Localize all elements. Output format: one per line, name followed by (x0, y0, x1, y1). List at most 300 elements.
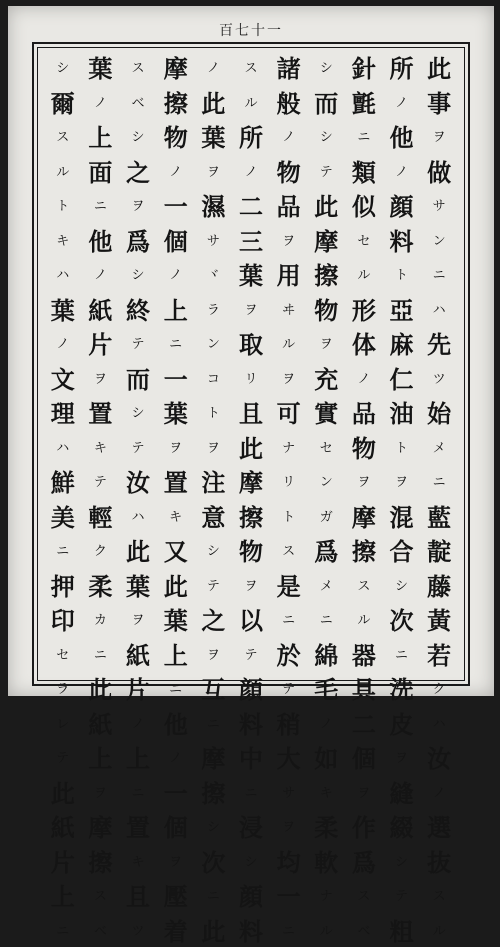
glyph: 三 (237, 227, 265, 258)
glyph: キ (162, 503, 190, 534)
glyph: シ (312, 54, 340, 85)
glyph: ス (86, 882, 114, 913)
glyph: 類 (350, 158, 378, 189)
glyph: 他 (388, 123, 416, 154)
glyph: ナ (275, 434, 303, 465)
page-number: 百七十一 (8, 20, 494, 40)
glyph: ノ (124, 710, 152, 741)
glyph: ノ (162, 261, 190, 292)
glyph: ニ (425, 261, 453, 292)
glyph: 葉 (86, 54, 114, 85)
glyph: 擦 (237, 503, 265, 534)
glyph: テ (124, 330, 152, 361)
glyph: 片 (86, 330, 114, 361)
text-column (119, 54, 157, 674)
glyph: ニ (86, 192, 114, 223)
text-column (232, 54, 270, 674)
glyph: 葉 (124, 572, 152, 603)
glyph: 顔 (237, 882, 265, 913)
glyph: 紙 (86, 296, 114, 327)
glyph: 摩 (237, 468, 265, 499)
glyph: ノ (49, 330, 77, 361)
glyph: 押 (49, 572, 77, 603)
glyph: ヲ (124, 606, 152, 637)
glyph: 上 (162, 641, 190, 672)
glyph: 擦 (162, 89, 190, 120)
glyph: リ (237, 365, 265, 396)
glyph: 一 (162, 365, 190, 396)
glyph: 物 (312, 296, 340, 327)
glyph: メ (312, 572, 340, 603)
glyph: ツ (425, 365, 453, 396)
glyph: ト (388, 261, 416, 292)
glyph: 爲 (312, 537, 340, 568)
glyph: 片 (124, 675, 152, 706)
text-frame (32, 42, 470, 686)
glyph: 混 (388, 503, 416, 534)
glyph: 壓 (162, 882, 190, 913)
glyph: ニ (237, 779, 265, 810)
glyph: 擦 (350, 537, 378, 568)
glyph: シ (388, 572, 416, 603)
glyph: 葉 (49, 296, 77, 327)
glyph: 似 (350, 192, 378, 223)
glyph: 針 (350, 54, 378, 85)
glyph: 取 (237, 330, 265, 361)
glyph: ヲ (275, 227, 303, 258)
glyph: シ (199, 537, 227, 568)
glyph: 諸 (275, 54, 303, 85)
glyph: 上 (86, 123, 114, 154)
glyph: 文 (49, 365, 77, 396)
glyph: 以 (237, 606, 265, 637)
glyph: 此 (199, 917, 227, 947)
glyph: 着 (162, 917, 190, 947)
glyph: 此 (124, 537, 152, 568)
glyph: 顔 (388, 192, 416, 223)
glyph: 粗 (388, 917, 416, 947)
glyph: 綿 (312, 641, 340, 672)
glyph: 毛 (312, 675, 340, 706)
glyph: 均 (275, 848, 303, 879)
glyph: 稍 (275, 710, 303, 741)
glyph: ハ (124, 503, 152, 534)
text-column (82, 54, 120, 674)
glyph: ノ (199, 54, 227, 85)
glyph: 体 (350, 330, 378, 361)
glyph: セ (350, 227, 378, 258)
glyph: 料 (237, 917, 265, 947)
glyph: ベ (124, 89, 152, 120)
glyph: 上 (162, 296, 190, 327)
glyph: 擦 (86, 848, 114, 879)
glyph: 做 (425, 158, 453, 189)
glyph: ヲ (425, 123, 453, 154)
glyph: ル (237, 89, 265, 120)
glyph: 意 (199, 503, 227, 534)
glyph: ト (275, 503, 303, 534)
glyph: ノ (86, 261, 114, 292)
glyph: ス (124, 54, 152, 85)
glyph: ニ (199, 882, 227, 913)
glyph: サ (275, 779, 303, 810)
glyph: 擦 (199, 779, 227, 810)
glyph: 置 (162, 468, 190, 499)
glyph: 互 (199, 675, 227, 706)
glyph: 葉 (237, 261, 265, 292)
glyph: ラ (49, 675, 77, 706)
glyph: ス (237, 54, 265, 85)
glyph: リ (275, 468, 303, 499)
text-column (345, 54, 383, 674)
glyph: 形 (350, 296, 378, 327)
glyph: ハ (425, 710, 453, 741)
glyph: 上 (86, 744, 114, 775)
glyph: テ (237, 641, 265, 672)
glyph: 且 (237, 399, 265, 430)
glyph: メ (425, 434, 453, 465)
glyph: テ (312, 158, 340, 189)
glyph: 此 (237, 434, 265, 465)
glyph: 而 (124, 365, 152, 396)
glyph: ク (86, 537, 114, 568)
glyph: 美 (49, 503, 77, 534)
glyph: ヰ (275, 296, 303, 327)
glyph: 仁 (388, 365, 416, 396)
glyph: 個 (350, 744, 378, 775)
glyph: ヾ (199, 261, 227, 292)
glyph: 輕 (86, 503, 114, 534)
glyph: ノ (162, 158, 190, 189)
glyph: 摩 (162, 54, 190, 85)
glyph: ス (350, 882, 378, 913)
glyph: 黃 (425, 606, 453, 637)
glyph: 先 (425, 330, 453, 361)
glyph: ヲ (124, 192, 152, 223)
glyph: ニ (162, 675, 190, 706)
glyph: 柔 (312, 813, 340, 844)
glyph: 次 (199, 848, 227, 879)
glyph: 所 (237, 123, 265, 154)
glyph: テ (124, 434, 152, 465)
glyph: 物 (237, 537, 265, 568)
glyph: 般 (275, 89, 303, 120)
glyph: 氈 (350, 89, 378, 120)
glyph: ト (199, 399, 227, 430)
text-column (383, 54, 421, 674)
text-column (307, 54, 345, 674)
glyph: キ (124, 848, 152, 879)
glyph: ル (312, 917, 340, 947)
glyph: 爲 (124, 227, 152, 258)
glyph: 此 (312, 192, 340, 223)
glyph: ラ (199, 296, 227, 327)
glyph: ス (49, 123, 77, 154)
glyph: 汝 (425, 744, 453, 775)
glyph: 靛 (425, 537, 453, 568)
glyph: 摩 (350, 503, 378, 534)
glyph: 一 (162, 192, 190, 223)
glyph: シ (49, 54, 77, 85)
glyph: ス (275, 537, 303, 568)
glyph: シ (124, 399, 152, 430)
glyph: 濕 (199, 192, 227, 223)
glyph: サ (425, 192, 453, 223)
glyph: 而 (312, 89, 340, 120)
glyph: テ (388, 882, 416, 913)
glyph: ヲ (312, 330, 340, 361)
glyph: ニ (275, 917, 303, 947)
glyph: ヲ (388, 468, 416, 499)
glyph: ヲ (388, 744, 416, 775)
glyph: 於 (275, 641, 303, 672)
glyph: ベ (350, 917, 378, 947)
glyph: 注 (199, 468, 227, 499)
glyph: ニ (388, 641, 416, 672)
glyph: ヲ (162, 848, 190, 879)
glyph: 葉 (162, 606, 190, 637)
text-column (270, 54, 308, 674)
text-column (157, 54, 195, 674)
glyph: 擦 (312, 261, 340, 292)
glyph: シ (388, 848, 416, 879)
glyph: ニ (425, 468, 453, 499)
glyph: 印 (49, 606, 77, 637)
glyph: 二 (350, 710, 378, 741)
glyph: 汝 (124, 468, 152, 499)
glyph: 料 (388, 227, 416, 258)
glyph: 且 (124, 882, 152, 913)
glyph: 藤 (425, 572, 453, 603)
glyph: 皮 (388, 710, 416, 741)
glyph: ニ (275, 606, 303, 637)
glyph: ン (199, 330, 227, 361)
glyph: 摩 (312, 227, 340, 258)
glyph: 若 (425, 641, 453, 672)
glyph: キ (49, 227, 77, 258)
glyph: ク (425, 675, 453, 706)
glyph: 縫 (388, 779, 416, 810)
glyph: ル (350, 606, 378, 637)
glyph: 此 (425, 54, 453, 85)
glyph: 又 (162, 537, 190, 568)
glyph: 柔 (86, 572, 114, 603)
glyph: セ (49, 641, 77, 672)
glyph: 摩 (86, 813, 114, 844)
glyph: サ (199, 227, 227, 258)
glyph: 此 (162, 572, 190, 603)
glyph: ヲ (199, 641, 227, 672)
glyph: ヲ (199, 434, 227, 465)
glyph: 上 (124, 744, 152, 775)
glyph: ガ (312, 503, 340, 534)
glyph: テ (86, 468, 114, 499)
glyph: 軟 (312, 848, 340, 879)
glyph: 之 (124, 158, 152, 189)
glyph: ナ (312, 882, 340, 913)
glyph: 充 (312, 365, 340, 396)
glyph: 合 (388, 537, 416, 568)
glyph: テ (275, 675, 303, 706)
glyph: ハ (425, 296, 453, 327)
glyph: ニ (124, 779, 152, 810)
glyph: ヲ (350, 468, 378, 499)
glyph: 可 (275, 399, 303, 430)
glyph: 藍 (425, 503, 453, 534)
glyph: ト (388, 434, 416, 465)
glyph: 器 (350, 641, 378, 672)
glyph: 他 (86, 227, 114, 258)
glyph: ル (275, 330, 303, 361)
book-page (8, 6, 494, 696)
glyph: シ (199, 813, 227, 844)
glyph: 浸 (237, 813, 265, 844)
glyph: ヲ (199, 158, 227, 189)
glyph: ニ (49, 917, 77, 947)
glyph: 一 (275, 882, 303, 913)
glyph: ニ (86, 641, 114, 672)
glyph: ル (425, 917, 453, 947)
glyph: ノ (425, 779, 453, 810)
glyph: ノ (350, 365, 378, 396)
glyph: キ (312, 779, 340, 810)
glyph: ヲ (350, 779, 378, 810)
text-column (420, 54, 458, 674)
glyph: 麻 (388, 330, 416, 361)
glyph: ヲ (162, 434, 190, 465)
glyph: ツ (124, 917, 152, 947)
glyph: 面 (86, 158, 114, 189)
glyph: 此 (86, 675, 114, 706)
glyph: コ (199, 365, 227, 396)
glyph: 亞 (388, 296, 416, 327)
glyph: カ (86, 606, 114, 637)
glyph: 個 (162, 227, 190, 258)
glyph: レ (49, 710, 77, 741)
glyph: 所 (388, 54, 416, 85)
glyph: ン (312, 468, 340, 499)
glyph: シ (237, 848, 265, 879)
glyph: 用 (275, 261, 303, 292)
text-column (44, 54, 82, 674)
glyph: ス (425, 882, 453, 913)
glyph: 上 (49, 882, 77, 913)
glyph: 具 (350, 675, 378, 706)
glyph: 此 (199, 89, 227, 120)
glyph: 品 (350, 399, 378, 430)
glyph: 大 (275, 744, 303, 775)
glyph: 料 (237, 710, 265, 741)
glyph: 選 (425, 813, 453, 844)
glyph: 摩 (199, 744, 227, 775)
glyph: 此 (49, 779, 77, 810)
glyph: 作 (350, 813, 378, 844)
glyph: ニ (199, 710, 227, 741)
glyph: ノ (388, 158, 416, 189)
glyph: キ (86, 434, 114, 465)
glyph: 紙 (124, 641, 152, 672)
glyph: 是 (275, 572, 303, 603)
glyph: ハ (49, 434, 77, 465)
glyph: ト (49, 192, 77, 223)
glyph: シ (124, 261, 152, 292)
glyph: 紙 (86, 710, 114, 741)
glyph: ノ (388, 89, 416, 120)
glyph: 一 (162, 779, 190, 810)
glyph: 葉 (199, 123, 227, 154)
glyph: ノ (86, 89, 114, 120)
glyph: ノ (275, 123, 303, 154)
glyph: 置 (86, 399, 114, 430)
glyph: 實 (312, 399, 340, 430)
glyph: 物 (350, 434, 378, 465)
glyph: 事 (425, 89, 453, 120)
glyph: ヲ (86, 779, 114, 810)
glyph: ヲ (275, 813, 303, 844)
glyph: 他 (162, 710, 190, 741)
glyph: 爾 (49, 89, 77, 120)
text-column (195, 54, 233, 674)
glyph: 爲 (350, 848, 378, 879)
glyph: ニ (350, 123, 378, 154)
glyph: ベ (86, 917, 114, 947)
glyph: 理 (49, 399, 77, 430)
glyph: 紙 (49, 813, 77, 844)
glyph: 中 (237, 744, 265, 775)
glyph: ニ (312, 606, 340, 637)
glyph: 二 (237, 192, 265, 223)
glyph: ニ (49, 537, 77, 568)
glyph: ハ (49, 261, 77, 292)
glyph: シ (124, 123, 152, 154)
glyph: テ (49, 744, 77, 775)
glyph: 洗 (388, 675, 416, 706)
glyph: 物 (162, 123, 190, 154)
glyph: 油 (388, 399, 416, 430)
glyph: ヲ (237, 572, 265, 603)
glyph: 品 (275, 192, 303, 223)
glyph: ヲ (275, 365, 303, 396)
glyph: 葉 (162, 399, 190, 430)
glyph: ル (49, 158, 77, 189)
glyph: ル (350, 261, 378, 292)
glyph: ノ (237, 158, 265, 189)
glyph: 鮮 (49, 468, 77, 499)
glyph: 如 (312, 744, 340, 775)
glyph: 次 (388, 606, 416, 637)
glyph: ニ (162, 330, 190, 361)
glyph: シ (312, 123, 340, 154)
glyph: 片 (49, 848, 77, 879)
vertical-text-body (44, 54, 458, 674)
glyph: 之 (199, 606, 227, 637)
glyph: 綴 (388, 813, 416, 844)
glyph: 顔 (237, 675, 265, 706)
glyph: ン (425, 227, 453, 258)
glyph: 物 (275, 158, 303, 189)
glyph: テ (199, 572, 227, 603)
glyph: ス (350, 572, 378, 603)
glyph: ヲ (237, 296, 265, 327)
glyph: 個 (162, 813, 190, 844)
glyph: 始 (425, 399, 453, 430)
glyph: 置 (124, 813, 152, 844)
glyph: ノ (162, 744, 190, 775)
glyph: ヲ (86, 365, 114, 396)
glyph: ノ (312, 710, 340, 741)
glyph: セ (312, 434, 340, 465)
glyph: 抜 (425, 848, 453, 879)
